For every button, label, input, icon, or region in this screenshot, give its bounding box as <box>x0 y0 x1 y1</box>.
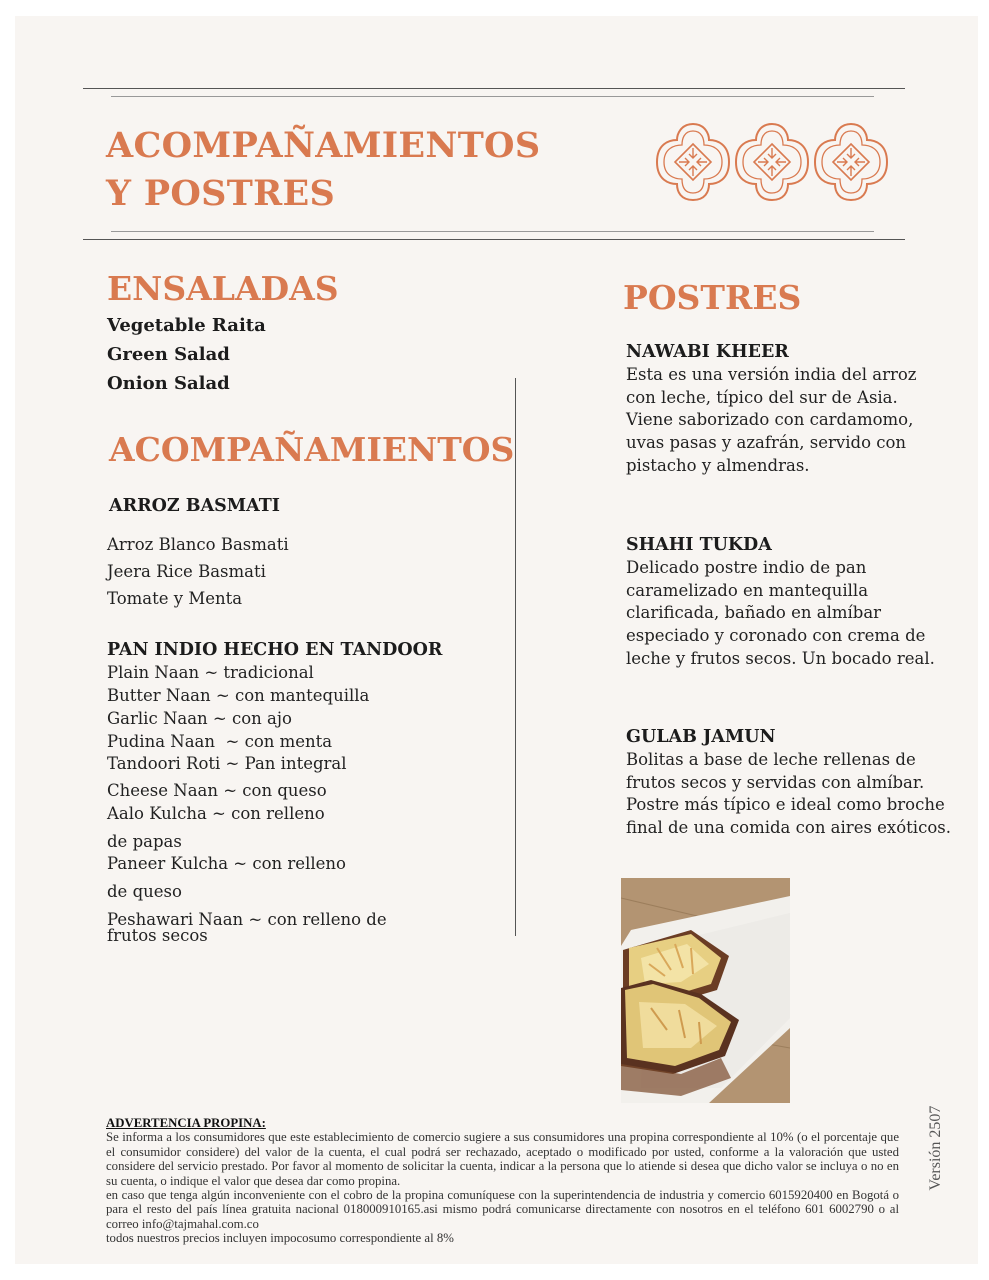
header-rule-bottom <box>83 239 905 240</box>
postre-description <box>626 364 916 478</box>
header-rule-top <box>83 88 905 89</box>
header-rule-bottom-inner <box>111 231 874 232</box>
arroz-item: Arroz Blanco Basmati <box>107 535 289 554</box>
tip-disclaimer <box>106 1116 899 1246</box>
description-line: leche y frutos secos. Un bocado real. <box>626 648 935 668</box>
pan-heading: PAN INDIO HECHO EN TANDOOR <box>107 640 443 660</box>
column-divider <box>515 378 516 936</box>
disclaimer-paragraph: Se informa a los consumidores que este establecimiento de comercio sugiere a sus consumidores una propina correspondiente al 10% (o el porcentaje que el consumidor considere) del valor de la cuenta, el cual podrá ser rechazado, aceptado o modificado por usted, conforme a la valoración que usted considere del servicio prestado. Por favor al momento de solicitar la cuenta, indicar a la persona que lo atiende si desea que dicho valor se incluya o no en su cuenta, o indique el valor que desea dar como propina. <box>106 1130 899 1188</box>
ornament-icons <box>653 120 891 204</box>
postre-description <box>626 557 935 671</box>
pan-item: Butter Naan ~ con mantequilla <box>107 686 370 705</box>
description-line: pistacho y almendras. <box>626 455 810 475</box>
version-label: Versión 2507 <box>927 1105 944 1191</box>
description-line: Esta es una versión india del arroz <box>626 365 917 384</box>
pan-item: Garlic Naan ~ con ajo <box>107 709 292 728</box>
pan-item: Cheese Naan ~ con queso <box>107 781 327 800</box>
arroz-heading: ARROZ BASMATI <box>109 496 280 516</box>
acompanamientos-heading: ACOMPAÑAMIENTOS <box>109 430 515 469</box>
header-rule-top-inner <box>111 96 874 97</box>
description-line: final de una comida con aires exóticos. <box>626 818 951 838</box>
disclaimer-heading: ADVERTENCIA PROPINA: <box>106 1116 266 1130</box>
pan-item: Pudina Naan ~ con menta <box>107 732 333 751</box>
arroz-item: Tomate y Menta <box>107 589 243 608</box>
postres-heading: POSTRES <box>623 278 802 317</box>
pan-item: de papas <box>107 832 182 851</box>
page-title-line2: Y POSTRES <box>106 173 336 214</box>
description-line: frutos secos y servidas con almíbar. <box>626 772 925 792</box>
pan-item: de queso <box>107 882 182 901</box>
description-line: con leche, típico del sur de Asia. <box>626 387 898 407</box>
page-title-line1: ACOMPAÑAMIENTOS <box>106 125 541 166</box>
pan-item: Tandoori Roti ~ Pan integral <box>107 754 347 773</box>
description-line: Bolitas a base de leche rellenas de <box>626 750 916 769</box>
ensalada-item: Vegetable Raita <box>107 315 266 336</box>
postre-name: NAWABI KHEER <box>626 342 789 362</box>
description-line: uvas pasas y azafrán, servido con <box>626 433 907 453</box>
description-line: Viene saborizado con cardamomo, <box>626 410 914 430</box>
ornament-icon-2 <box>736 124 808 200</box>
description-line: Delicado postre indio de pan <box>626 558 867 577</box>
pan-item: Paneer Kulcha ~ con relleno <box>107 854 346 873</box>
ornament-icon-3 <box>815 124 887 200</box>
arroz-item: Jeera Rice Basmati <box>107 562 266 581</box>
pan-item: Plain Naan ~ tradicional <box>107 663 314 682</box>
description-line: Postre más típico e ideal como broche <box>626 795 945 815</box>
ensalada-item: Green Salad <box>107 344 230 365</box>
disclaimer-paragraph: todos nuestros precios incluyen impocosumo correspondiente al 8% <box>106 1231 454 1246</box>
ensaladas-heading: ENSALADAS <box>107 269 339 308</box>
pan-item: Aalo Kulcha ~ con relleno <box>107 804 325 823</box>
postre-name: SHAHI TUKDA <box>626 535 772 555</box>
page-title <box>106 122 540 218</box>
description-line: especiado y coronado con crema de <box>626 626 926 646</box>
ornament-icon-1 <box>657 124 729 200</box>
postre-description <box>626 749 951 840</box>
description-line: caramelizado en mantequilla <box>626 580 869 600</box>
description-line: clarificada, bañado en almíbar <box>626 603 882 623</box>
pan-item: Peshawari Naan ~ con relleno de <box>107 910 387 929</box>
pan-item: frutos secos <box>107 926 208 945</box>
dessert-photo <box>621 878 790 1103</box>
postre-name: GULAB JAMUN <box>626 727 776 747</box>
ensalada-item: Onion Salad <box>107 373 230 394</box>
disclaimer-paragraph: en caso que tenga algún inconveniente con el cobro de la propina comuníquese con la superintendencia de industria y comercio 6015920400 en Bogotá o para el resto del país línea gratuita nacional 018000910165.asi mismo podrá comunicarse directamente con nosotros en el teléfono 601 6002790 o al correo info@tajmahal.com.co <box>106 1188 899 1231</box>
